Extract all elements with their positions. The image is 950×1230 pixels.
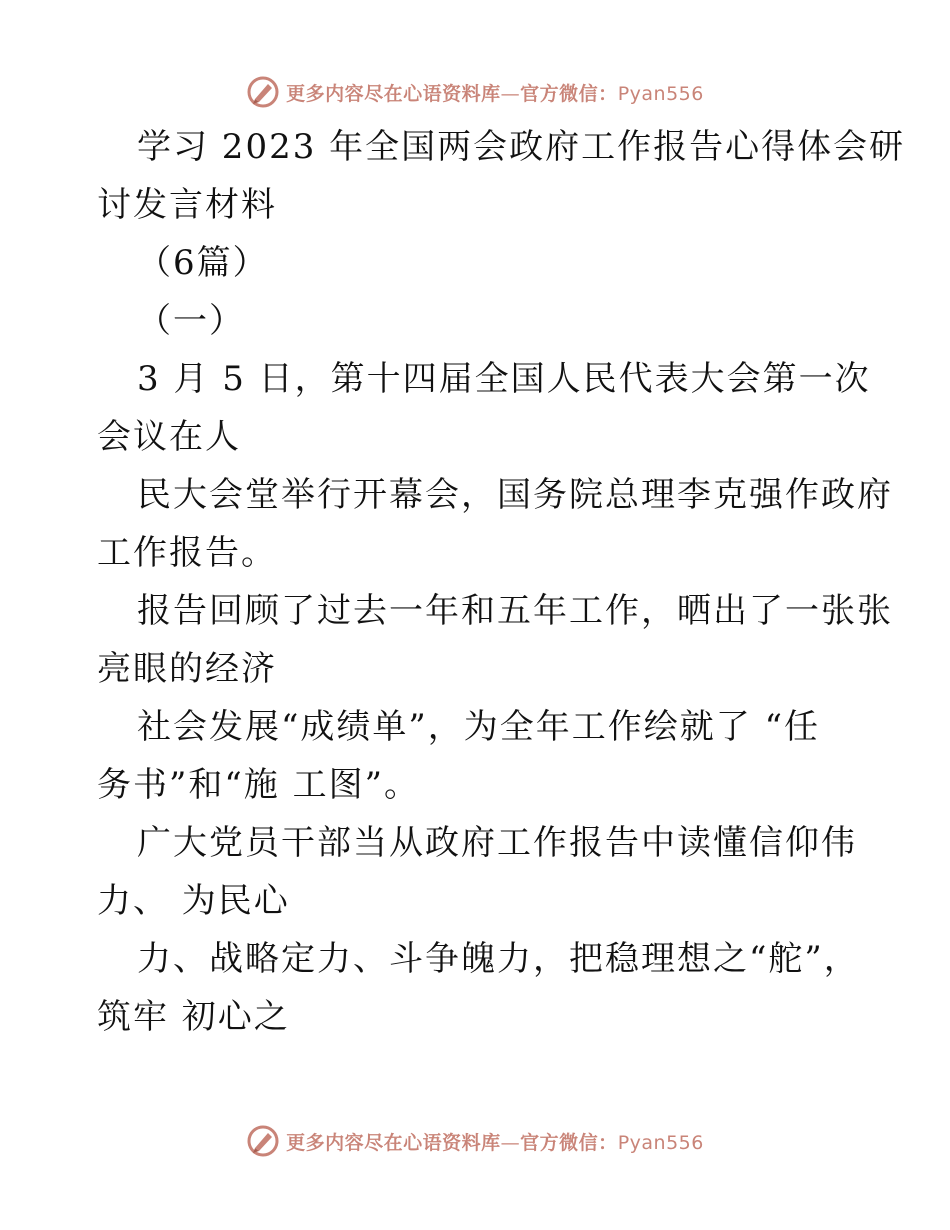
doc-line: 力、战略定力、斗争魄力，把稳理想之“舵”， xyxy=(137,939,860,979)
document-body xyxy=(97,118,906,1046)
doc-line: 会议在人 xyxy=(97,417,241,457)
watermark-handle: Pyan556 xyxy=(617,1131,704,1154)
header-watermark xyxy=(0,72,950,112)
doc-line: （一） xyxy=(137,301,245,341)
doc-line: 广大党员干部当从政府工作报告中读懂信仰伟 xyxy=(137,823,857,863)
pen-logo-icon xyxy=(246,1124,280,1158)
doc-line: 学习 2023 年全国两会政府工作报告心得体会研 xyxy=(137,127,906,167)
watermark-separator: — xyxy=(500,82,521,105)
doc-line: 民大会堂举行开幕会，国务院总理李克强作政府 xyxy=(137,475,893,515)
doc-line: 工作报告。 xyxy=(97,533,277,573)
doc-line: 报告回顾了过去一年和五年工作，晒出了一张张 xyxy=(137,591,893,631)
doc-line: 3 月 5 日，第十四届全国人民代表大会第一次 xyxy=(137,359,871,399)
doc-line: 亮眼的经济 xyxy=(97,649,277,689)
watermark-label: 官方微信： xyxy=(520,82,618,105)
watermark-text xyxy=(286,1128,704,1155)
watermark-label: 官方微信： xyxy=(520,1131,618,1154)
watermark-brand: 更多内容尽在心语资料库 xyxy=(286,82,501,105)
footer-watermark xyxy=(0,1121,950,1161)
doc-line: 社会发展“成绩单”，为全年工作绘就了 “任 xyxy=(137,707,820,747)
watermark-handle: Pyan556 xyxy=(617,82,704,105)
watermark-separator: — xyxy=(500,1131,521,1154)
watermark-brand: 更多内容尽在心语资料库 xyxy=(286,1131,501,1154)
doc-line: 筑牢 初心之 xyxy=(97,997,290,1037)
doc-line: 务书”和“施 工图”。 xyxy=(97,765,420,805)
pen-logo-icon xyxy=(246,75,280,109)
doc-line: 力、 为民心 xyxy=(97,881,290,921)
watermark-text xyxy=(286,79,704,106)
doc-line: （6篇） xyxy=(137,243,269,283)
doc-line: 讨发言材料 xyxy=(97,185,277,225)
